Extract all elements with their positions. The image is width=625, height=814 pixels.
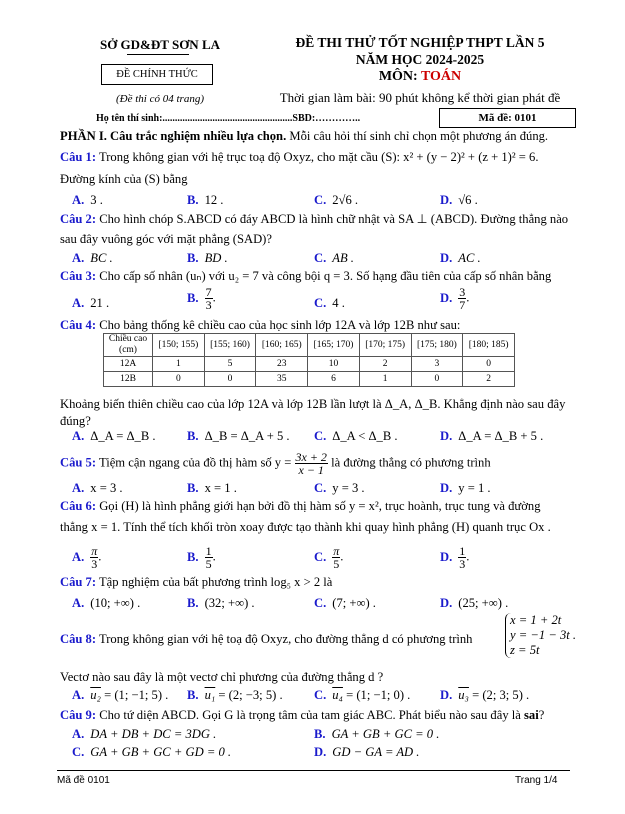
question-1-line2: Đường kính của (S) bằng [60,172,188,186]
school-year: NĂM HỌC 2024-2025 [355,52,485,67]
option-b[interactable]: B. 12 . [187,193,224,207]
option-d[interactable]: D. u₃ = (2; 3; 5) . [440,688,530,702]
question-label: Câu 9: [60,708,97,722]
option-d[interactable]: D. $\frac{1}{3}$ . [440,544,470,571]
question-text: Cho hình chóp S.ABCD có đáy ABCD là hình chữ nhật và SA ⊥ (ABCD). Đường thẳng nào [96,212,569,226]
footer-exam-code: Mã đề 0101 [57,775,110,786]
table-cell: [170; 175) [359,334,411,357]
fraction: $\frac{3x + 2}{x - 1}$ [295,450,327,477]
table-cell: 0 [463,357,515,372]
question-emphasis: sai [524,708,539,722]
fraction: $\frac{7}{3}$ [205,285,212,312]
table-cell: 23 [256,357,308,372]
question-text: Tập nghiệm của bất phương trình log₅ x > 2 là [96,575,333,589]
question-2 [60,211,568,227]
table-header-row [104,334,515,357]
option-a[interactable]: A. 21 . [72,296,110,310]
section-title-rest: Mỗi câu hỏi thí sinh chỉ chọn một phương án đúng. [286,129,549,143]
question-text: Trong không gian với hệ trục toạ độ Oxyz, cho mặt cầu (S): x² + (y − 2)² + (z + 1)² = 6. [96,150,539,164]
option-d[interactable]: D. y = 1 . [440,481,491,495]
table-cell: 12A [104,357,153,372]
equation-system: x = 1 + 2t y = −1 − 3t . z = 5t [505,613,576,658]
option-b[interactable]: B. (32; +∞) . [187,596,255,610]
table-cell: [180; 185) [463,334,515,357]
option-d[interactable]: D. √6 . [440,193,478,207]
question-text: Trong không gian với hệ toạ độ Oxyz, cho đường thẳng d có phương trình [96,632,473,646]
footer-divider [57,770,570,771]
table-cell: [175; 180) [411,334,463,357]
option-d[interactable]: D. Δ_A = Δ_B + 5 . [440,429,544,443]
question-2-line2: sau đây vuông góc với mặt phẳng (SAD)? [60,232,272,246]
duration: Thời gian làm bài: 90 phút không kể thời gian phát đề [279,90,561,105]
table-cell: Chiều cao (cm) [104,334,153,357]
question-text: Gọi (H) là hình phẳng giới hạn bởi đồ thị hàm số y = x², trục hoành, trục tung và đường [96,499,541,513]
option-c[interactable]: C. Δ_A < Δ_B . [314,429,398,443]
question-text: Cho cấp số nhân (uₙ) với u₂ = 7 và công bội q = 3. Số hạng đầu tiên của cấp số nhân bằng [96,269,552,283]
fraction: $\frac{3}{7}$ [459,285,466,312]
question-label: Câu 7: [60,575,97,589]
option-a[interactable]: A. (10; +∞) . [72,596,141,610]
option-c[interactable]: C. y = 3 . [314,481,365,495]
question-6 [60,499,541,514]
table-cell: 6 [308,372,360,387]
table-cell: 2 [359,357,411,372]
fraction: $\frac{\pi}{5}$ [333,544,340,571]
question-label: Câu 4: [60,318,97,332]
question-8 [60,632,472,647]
question-9: Câu 9: Cho tứ diện ABCD. Gọi G là trọng tâm của tam giác ABC. Phát biểu nào sau đây là sai? [60,708,545,722]
option-c[interactable]: C. GA + GB + GC + GD = 0 . [72,745,232,759]
option-a[interactable]: A. x = 3 . [72,481,123,495]
question-4-line2: Khoảng biến thiên chiều cao của lớp 12A và lớp 12B lần lượt là Δ_A, Δ_B. Khẳng định nào sau đây [60,397,566,411]
fraction: $\frac{1}{5}$ [205,544,212,571]
option-c[interactable]: C. AB . [314,251,354,265]
option-b[interactable]: B. u₁ = (2; −3; 5) . [187,688,283,702]
option-b[interactable]: B. x = 1 . [187,481,237,495]
option-c[interactable]: C. (7; +∞) . [314,596,376,610]
question-label: Câu 1: [60,150,97,164]
question-label: Câu 3: [60,269,97,283]
height-stats-table [103,333,515,387]
table-cell: [150; 155) [153,334,205,357]
table-row [104,372,515,387]
option-b[interactable]: B. Δ_B = Δ_A + 5 . [187,429,290,443]
question-6-line2: thẳng x = 1. Tính thể tích khối tròn xoay được tạo thành khi quay hình phẳng (H) quanh trục Ox . [60,520,551,534]
student-info-line: Họ tên thí sinh:....................................................SBD:………….. [96,113,361,124]
question-text-after: là đường thẳng có phương trình [327,455,491,470]
subject-line [250,69,590,85]
question-label: Câu 5: [60,455,97,470]
option-b[interactable]: B. GA + GB + GC = 0 . [314,727,440,741]
footer-page-number: Trang 1/4 [515,775,558,786]
table-cell: 5 [204,357,256,372]
question-text: Tiệm cận ngang của đồ thị hàm số y = [96,455,292,470]
option-a[interactable]: A. Δ_A = Δ_B . [72,429,156,443]
section-title [60,129,548,144]
option-a[interactable]: A. u₂ = (1; −1; 5) . [72,688,169,702]
question-3 [60,268,551,284]
table-cell: 1 [153,357,205,372]
option-d[interactable]: D. GD − GA = AD . [314,745,420,759]
option-d[interactable]: D. $\frac{3}{7}$ . [440,285,470,312]
table-cell: 0 [204,372,256,387]
option-c[interactable]: C. 4 . [314,296,345,310]
line-equation-system [505,613,576,658]
table-cell: 35 [256,372,308,387]
question-label: Câu 2: [60,212,97,226]
question-text: Cho bảng thống kê chiều cao của học sinh lớp 12A và lớp 12B như sau: [96,318,461,332]
option-c[interactable]: C. 2√6 . [314,193,359,207]
department-underline [127,54,189,55]
question-8-line2: Vectơ nào sau đây là một vectơ chỉ phương của đường thẳng d ? [60,670,384,684]
question-label: Câu 8: [60,632,97,646]
table-row [104,357,515,372]
option-a[interactable]: A. DA + DB + DC = 3DG . [72,727,217,741]
option-d[interactable]: D. (25; +∞) . [440,596,509,610]
exam-title: ĐỀ THI THỬ TỐT NGHIỆP THPT LẦN 5 [295,35,545,50]
question-4 [60,318,460,333]
option-b[interactable]: B. BD . [187,251,228,265]
table-cell: 0 [153,372,205,387]
official-label-box [101,64,213,85]
question-text: Cho tứ diện ABCD. Gọi G là trọng tâm của tam giác ABC. Phát biểu nào sau đây là [96,708,524,722]
table-cell: [160; 165) [256,334,308,357]
table-cell: 0 [411,372,463,387]
option-b[interactable]: B. $\frac{1}{5}$ . [187,544,216,571]
fraction: $\frac{\pi}{3}$ [91,544,98,571]
question-7 [60,575,332,590]
table-cell: [155; 160) [204,334,256,357]
option-a[interactable]: A. 3 . [72,193,103,207]
section-title-bold: PHẦN I. Câu trắc nghiệm nhiều lựa chọn. [60,129,287,143]
option-c[interactable]: C. u₄ = (1; −1; 0) . [314,688,411,702]
option-a[interactable]: A. BC . [72,251,113,265]
question-label: Câu 6: [60,499,97,513]
question-1 [60,150,538,165]
exam-code-box [439,108,576,128]
fraction: $\frac{1}{3}$ [459,544,466,571]
table-cell: 10 [308,357,360,372]
question-5 [60,451,491,476]
question-4-line3: đúng? [60,414,91,428]
official-label: ĐỀ CHÍNH THỨC [116,69,198,80]
option-a[interactable]: A. $\frac{\pi}{3}$ . [72,544,102,571]
exam-code: Mã đề: 0101 [478,112,537,124]
option-d[interactable]: D. AC . [440,251,481,265]
table-cell: [165; 170) [308,334,360,357]
table-cell: 3 [411,357,463,372]
table-cell: 1 [359,372,411,387]
table-cell: 2 [463,372,515,387]
subject-prefix: MÔN: [378,69,421,84]
page-count-note: (Đề thi có 04 trang) [116,93,204,105]
option-b[interactable]: B. $\frac{7}{3}$ . [187,285,216,312]
table-cell: 12B [104,372,153,387]
subject-name: TOÁN [420,69,462,84]
option-c[interactable]: C. $\frac{\pi}{5}$ . [314,544,344,571]
department-name: SỞ GD&ĐT SƠN LA [99,37,221,52]
